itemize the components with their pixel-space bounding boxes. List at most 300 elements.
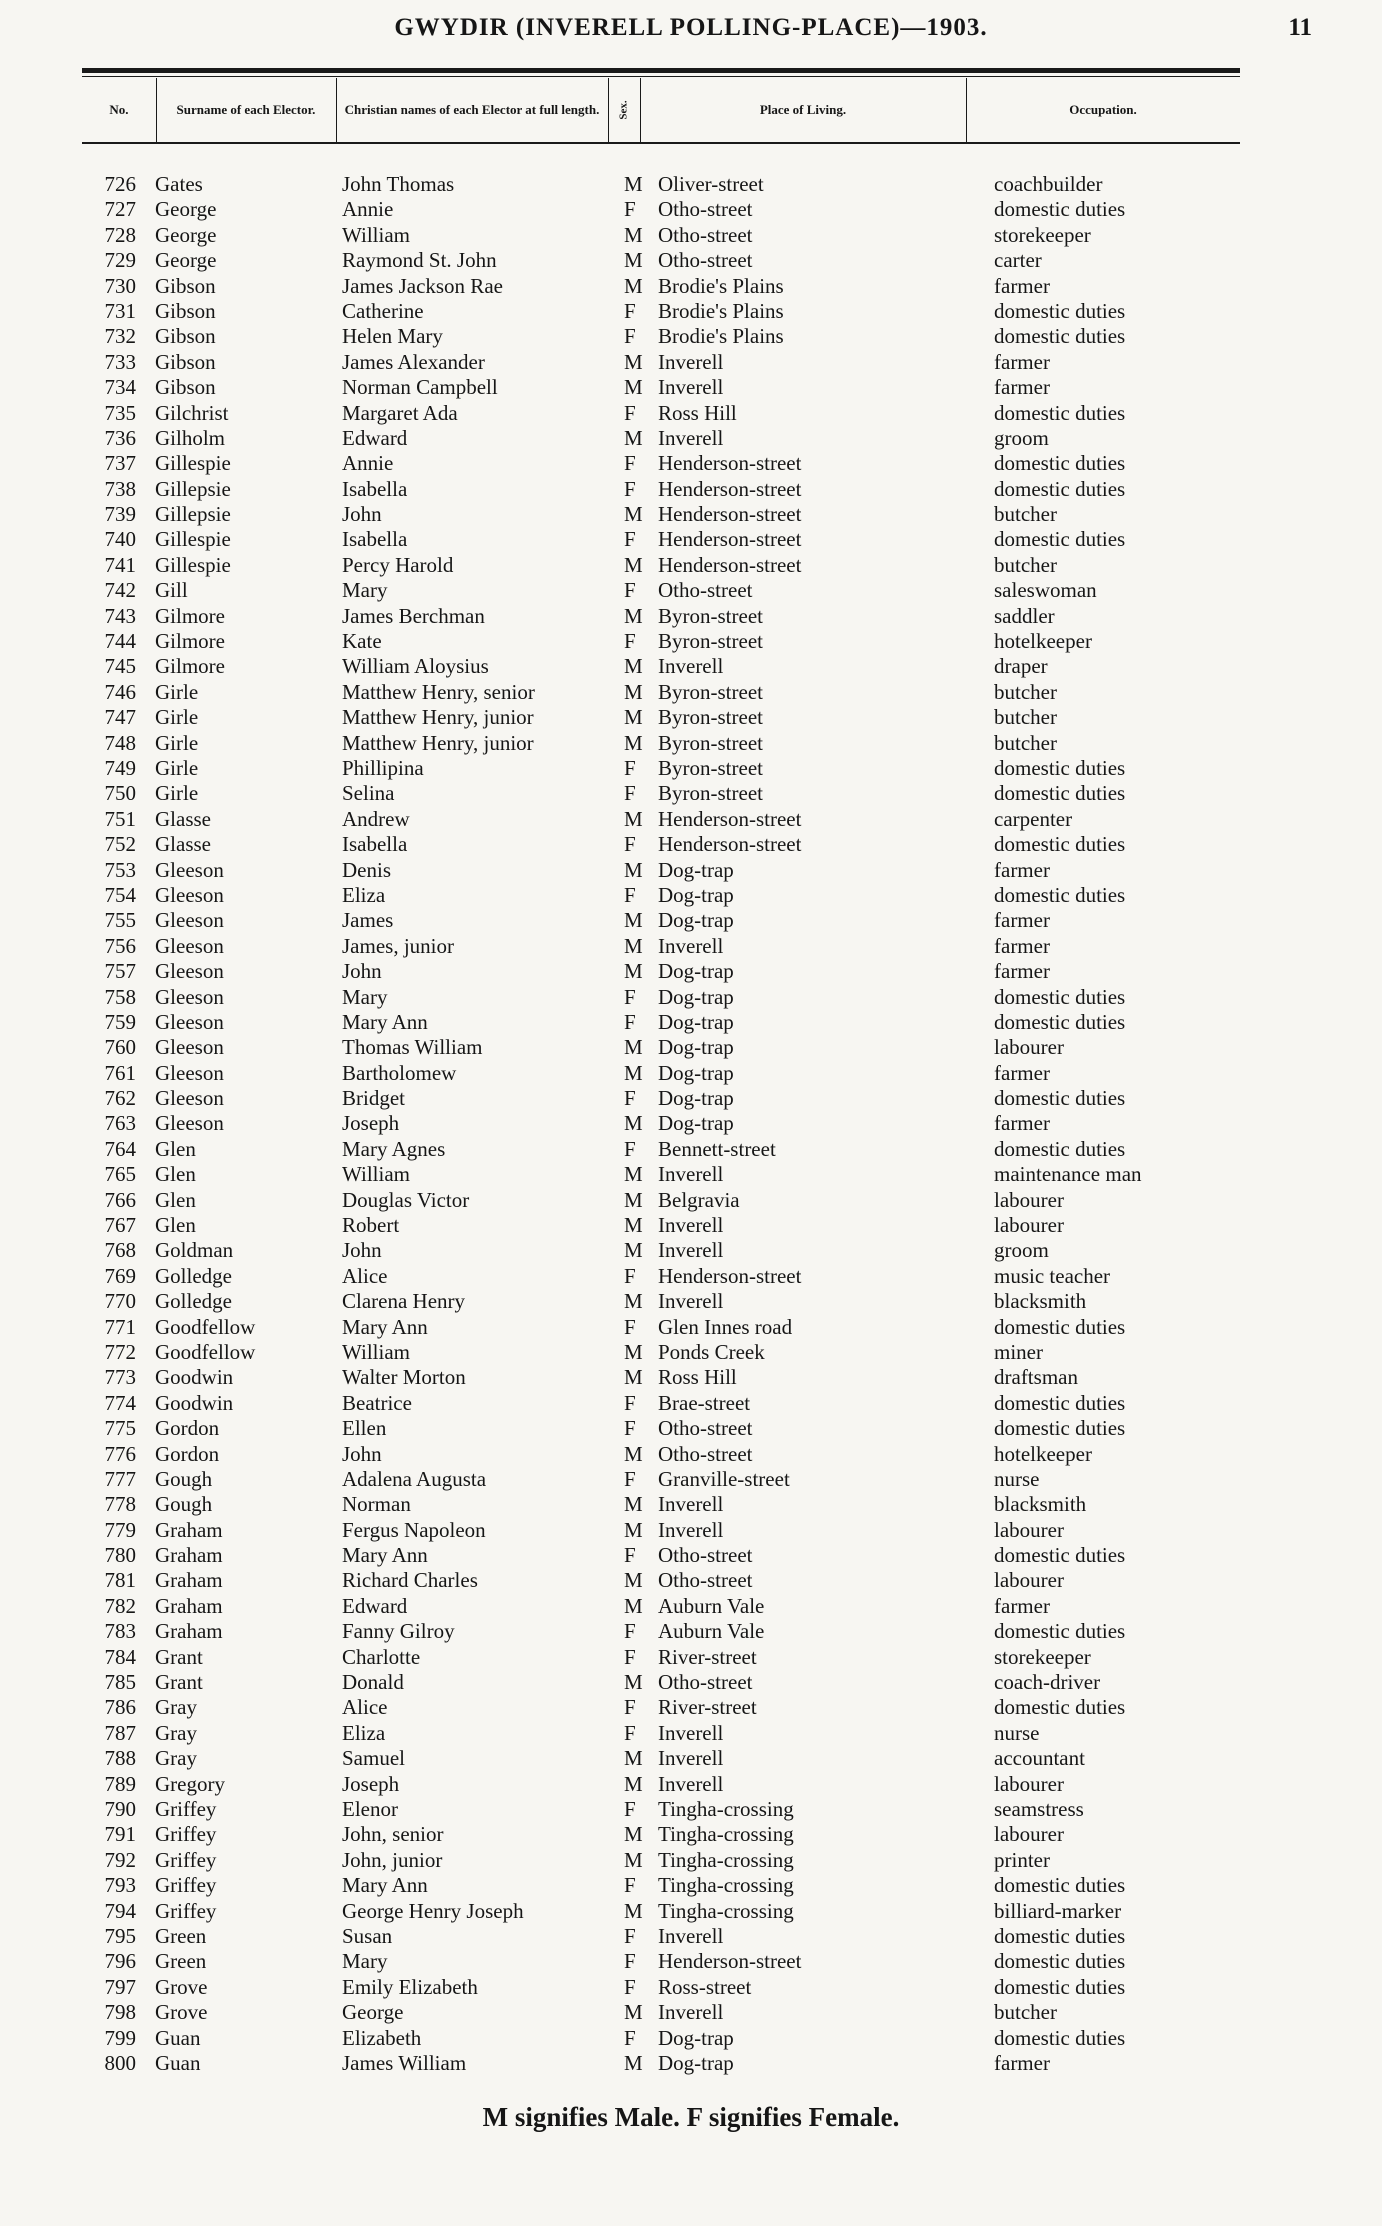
elector-christian-names: Alice [342, 1263, 388, 1288]
elector-number: 769 [104, 1263, 136, 1288]
table-row [0, 1416, 1382, 1441]
elector-sex: M [624, 2050, 643, 2075]
elector-surname: Griffey [155, 1898, 217, 1923]
elector-place-of-living: River-street [658, 1644, 757, 1669]
elector-occupation: storekeeper [994, 222, 1091, 247]
elector-christian-names: Bartholomew [342, 1060, 457, 1085]
elector-number: 800 [104, 2050, 136, 2075]
elector-place-of-living: Dog-trap [658, 959, 734, 984]
elector-christian-names: Isabella [342, 832, 408, 857]
elector-place-of-living: Inverell [658, 933, 724, 958]
elector-christian-names: Edward [342, 425, 408, 450]
elector-christian-names: John Thomas [342, 172, 455, 196]
elector-christian-names: John, junior [342, 1847, 443, 1872]
table-row [0, 350, 1382, 375]
elector-number: 726 [104, 172, 136, 196]
elector-christian-names: Isabella [342, 476, 408, 501]
elector-number: 787 [104, 1720, 136, 1745]
elector-sex: F [624, 400, 636, 425]
elector-number: 781 [104, 1568, 136, 1593]
elector-number: 742 [104, 578, 136, 603]
elector-number: 762 [104, 1086, 136, 1111]
elector-surname: Gillespie [155, 451, 231, 476]
elector-place-of-living: Inverell [658, 1492, 724, 1517]
table-row [0, 1695, 1382, 1720]
table-row [0, 1365, 1382, 1390]
elector-place-of-living: Dog-trap [658, 857, 734, 882]
elector-number: 740 [104, 527, 136, 552]
elector-sex: F [624, 2025, 636, 2050]
elector-place-of-living: Inverell [658, 375, 724, 400]
elector-occupation: domestic duties [994, 298, 1126, 323]
elector-occupation: domestic duties [994, 451, 1126, 476]
elector-christian-names: Donald [342, 1670, 404, 1695]
elector-occupation: nurse [994, 1720, 1040, 1745]
elector-occupation: butcher [994, 679, 1057, 704]
elector-sex: F [624, 1086, 636, 1111]
elector-occupation: blacksmith [994, 1492, 1087, 1517]
elector-number: 796 [104, 1949, 136, 1974]
table-row [0, 1010, 1382, 1035]
elector-surname: Gray [155, 1720, 197, 1745]
elector-place-of-living: Brodie's Plains [658, 324, 784, 349]
elector-christian-names: Mary [342, 984, 388, 1009]
elector-christian-names: Robert [342, 1213, 400, 1238]
elector-number: 767 [104, 1213, 136, 1238]
elector-number: 792 [104, 1847, 136, 1872]
elector-sex: M [624, 248, 643, 273]
elector-number: 779 [104, 1517, 136, 1542]
elector-christian-names: Annie [342, 451, 394, 476]
top-rule [82, 68, 1240, 73]
elector-christian-names: Douglas Victor [342, 1187, 470, 1212]
elector-occupation: domestic duties [994, 1543, 1126, 1568]
elector-occupation: domestic duties [994, 197, 1126, 222]
elector-surname: Gray [155, 1746, 197, 1771]
elector-surname: Gleeson [155, 1035, 224, 1060]
elector-place-of-living: Byron-street [658, 603, 763, 628]
elector-place-of-living: Brae-street [658, 1390, 751, 1415]
elector-place-of-living: Byron-street [658, 679, 763, 704]
elector-occupation: domestic duties [994, 1314, 1126, 1339]
elector-place-of-living: Tingha-crossing [658, 1898, 794, 1923]
elector-christian-names: James [342, 908, 394, 933]
elector-occupation: hotelkeeper [994, 629, 1092, 654]
table-row [0, 908, 1382, 933]
elector-surname: Girle [155, 781, 199, 806]
elector-occupation: maintenance man [994, 1162, 1142, 1187]
elector-occupation: carter [994, 248, 1042, 273]
elector-surname: Griffey [155, 1847, 217, 1872]
table-row [0, 1949, 1382, 1974]
elector-place-of-living: Inverell [658, 1162, 724, 1187]
elector-sex: M [624, 679, 643, 704]
elector-sex: M [624, 1492, 643, 1517]
elector-sex: M [624, 552, 643, 577]
table-row [0, 426, 1382, 451]
elector-sex: M [624, 933, 643, 958]
table-row [0, 1035, 1382, 1060]
elector-number: 780 [104, 1543, 136, 1568]
table-row [0, 604, 1382, 629]
elector-occupation: saleswoman [994, 578, 1097, 603]
elector-sex: M [624, 806, 643, 831]
elector-surname: Girle [155, 705, 199, 730]
table-row [0, 248, 1382, 273]
table-row [0, 1645, 1382, 1670]
elector-occupation: labourer [994, 1213, 1064, 1238]
elector-occupation: domestic duties [994, 832, 1126, 857]
elector-place-of-living: Auburn Vale [658, 1593, 765, 1618]
elector-christian-names: Kate [342, 629, 382, 654]
elector-place-of-living: Otho-street [658, 248, 753, 273]
table-row [0, 756, 1382, 781]
elector-christian-names: Raymond St. John [342, 248, 497, 273]
table-row [0, 2051, 1382, 2076]
sex-legend: M signifies Male. F signifies Female. [482, 2102, 900, 2132]
elector-sex: M [624, 1746, 643, 1771]
table-row [0, 223, 1382, 248]
elector-place-of-living: Oliver-street [658, 172, 764, 196]
elector-place-of-living: Otho-street [658, 1670, 753, 1695]
elector-occupation: farmer [994, 1593, 1050, 1618]
elector-sex: M [624, 1289, 643, 1314]
elector-surname: Gillespie [155, 552, 231, 577]
elector-place-of-living: Byron-street [658, 629, 763, 654]
elector-christian-names: John [342, 959, 382, 984]
elector-place-of-living: Otho-street [658, 222, 753, 247]
elector-sex: F [624, 324, 636, 349]
elector-surname: Goldman [155, 1238, 234, 1263]
elector-place-of-living: Ponds Creek [658, 1339, 765, 1364]
elector-surname: Gilmore [155, 603, 225, 628]
elector-number: 734 [104, 375, 136, 400]
table-row [0, 781, 1382, 806]
elector-occupation: domestic duties [994, 400, 1126, 425]
elector-surname: Gates [155, 172, 203, 196]
elector-occupation: draper [994, 654, 1048, 679]
elector-christian-names: Samuel [342, 1746, 405, 1771]
elector-place-of-living: Henderson-street [658, 451, 802, 476]
elector-occupation: farmer [994, 857, 1050, 882]
elector-place-of-living: Byron-street [658, 755, 763, 780]
table-row [0, 1594, 1382, 1619]
elector-place-of-living: Ross-street [658, 1974, 752, 1999]
elector-surname: Gleeson [155, 882, 224, 907]
elector-number: 782 [104, 1593, 136, 1618]
elector-number: 763 [104, 1111, 136, 1136]
table-row [0, 807, 1382, 832]
elector-christian-names: William [342, 1162, 410, 1187]
elector-number: 777 [104, 1466, 136, 1491]
elector-place-of-living: Dog-trap [658, 908, 734, 933]
column-header-row [82, 78, 1240, 142]
elector-sex: F [624, 1974, 636, 1999]
column-divider [156, 78, 157, 142]
elector-sex: M [624, 1670, 643, 1695]
table-row [0, 1746, 1382, 1771]
elector-sex: F [624, 1136, 636, 1161]
elector-place-of-living: Henderson-street [658, 552, 802, 577]
elector-place-of-living: Henderson-street [658, 1949, 802, 1974]
elector-sex: M [624, 1822, 643, 1847]
elector-christian-names: Eliza [342, 882, 386, 907]
table-row [0, 883, 1382, 908]
elector-number: 735 [104, 400, 136, 425]
elector-sex: M [624, 1771, 643, 1796]
column-divider [608, 78, 609, 142]
elector-place-of-living: Dog-trap [658, 1009, 734, 1034]
table-row [0, 451, 1382, 476]
elector-place-of-living: Inverell [658, 1746, 724, 1771]
elector-place-of-living: Bennett-street [658, 1136, 776, 1161]
elector-christian-names: Catherine [342, 298, 424, 323]
elector-number: 794 [104, 1898, 136, 1923]
elector-surname: Goodwin [155, 1390, 234, 1415]
table-row [0, 1619, 1382, 1644]
elector-number: 791 [104, 1822, 136, 1847]
table-row [0, 1213, 1382, 1238]
elector-place-of-living: Inverell [658, 349, 724, 374]
elector-sex: M [624, 1847, 643, 1872]
elector-number: 729 [104, 248, 136, 273]
table-row [0, 959, 1382, 984]
elector-number: 790 [104, 1797, 136, 1821]
table-row [0, 502, 1382, 527]
table-row [0, 1568, 1382, 1593]
top-rule-thin [82, 76, 1240, 77]
page-number: 11 [1288, 14, 1312, 41]
elector-place-of-living: Byron-street [658, 705, 763, 730]
table-row [0, 1518, 1382, 1543]
elector-number: 760 [104, 1035, 136, 1060]
elector-christian-names: James Berchman [342, 603, 485, 628]
elector-occupation: groom [994, 425, 1049, 450]
column-divider [640, 78, 641, 142]
elector-surname: Guan [155, 2025, 201, 2050]
elector-number: 766 [104, 1187, 136, 1212]
table-row [0, 1924, 1382, 1949]
elector-sex: M [624, 1339, 643, 1364]
elector-number: 728 [104, 222, 136, 247]
table-row [0, 1315, 1382, 1340]
elector-sex: M [624, 1568, 643, 1593]
elector-occupation: domestic duties [994, 1974, 1126, 1999]
elector-christian-names: Annie [342, 197, 394, 222]
elector-number: 765 [104, 1162, 136, 1187]
elector-place-of-living: Tingha-crossing [658, 1873, 794, 1898]
page-title: GWYDIR (INVERELL POLLING-PLACE)—1903. [394, 14, 988, 41]
elector-place-of-living: Tingha-crossing [658, 1822, 794, 1847]
elector-sex: M [624, 502, 643, 527]
elector-number: 755 [104, 908, 136, 933]
elector-christian-names: Charlotte [342, 1644, 421, 1669]
elector-christian-names: Thomas William [342, 1035, 483, 1060]
table-row [0, 1543, 1382, 1568]
elector-sex: F [624, 298, 636, 323]
elector-number: 745 [104, 654, 136, 679]
elector-sex: M [624, 705, 643, 730]
elector-surname: Gibson [155, 349, 216, 374]
elector-sex: F [624, 1263, 636, 1288]
elector-number: 798 [104, 2000, 136, 2025]
elector-christian-names: Beatrice [342, 1390, 412, 1415]
elector-sex: M [624, 349, 643, 374]
column-divider [336, 78, 337, 142]
elector-surname: Goodfellow [155, 1339, 256, 1364]
table-row [0, 731, 1382, 756]
table-row [0, 629, 1382, 654]
elector-occupation: domestic duties [994, 1923, 1126, 1948]
elector-surname: Gibson [155, 273, 216, 298]
elector-surname: Glen [155, 1162, 196, 1187]
elector-number: 752 [104, 832, 136, 857]
elector-christian-names: Susan [342, 1923, 393, 1948]
elector-sex: M [624, 1238, 643, 1263]
elector-place-of-living: Dog-trap [658, 1086, 734, 1111]
elector-surname: Glen [155, 1136, 196, 1161]
table-row [0, 324, 1382, 349]
table-row [0, 1721, 1382, 1746]
elector-number: 795 [104, 1923, 136, 1948]
col-header-no: No. [109, 102, 129, 117]
table-row [0, 1061, 1382, 1086]
elector-number: 746 [104, 679, 136, 704]
elector-place-of-living: Inverell [658, 1238, 724, 1263]
elector-occupation: farmer [994, 908, 1050, 933]
elector-number: 750 [104, 781, 136, 806]
elector-christian-names: John, senior [342, 1822, 444, 1847]
elector-christian-names: Fergus Napoleon [342, 1517, 486, 1542]
table-row [0, 1162, 1382, 1187]
elector-number: 788 [104, 1746, 136, 1771]
elector-occupation: domestic duties [994, 1949, 1126, 1974]
elector-place-of-living: Inverell [658, 1771, 724, 1796]
table-row [0, 1340, 1382, 1365]
elector-sex: F [624, 1923, 636, 1948]
table-row [0, 1492, 1382, 1517]
elector-number: 789 [104, 1771, 136, 1796]
elector-sex: M [624, 654, 643, 679]
elector-surname: Graham [155, 1517, 223, 1542]
table-row [0, 1238, 1382, 1263]
table-row [0, 172, 1382, 197]
elector-occupation: butcher [994, 2000, 1057, 2025]
elector-number: 776 [104, 1441, 136, 1466]
elector-place-of-living: Otho-street [658, 1441, 753, 1466]
table-row [0, 197, 1382, 222]
elector-sex: M [624, 1441, 643, 1466]
table-row [0, 477, 1382, 502]
elector-occupation: music teacher [994, 1263, 1111, 1288]
elector-sex: F [624, 1314, 636, 1339]
elector-occupation: domestic duties [994, 1009, 1126, 1034]
page-header [0, 14, 1382, 54]
table-row [0, 1086, 1382, 1111]
elector-christian-names: Denis [342, 857, 391, 882]
elector-christian-names: Mary Ann [342, 1873, 428, 1898]
elector-number: 770 [104, 1289, 136, 1314]
elector-number: 741 [104, 552, 136, 577]
elector-surname: Gibson [155, 324, 216, 349]
elector-christian-names: William [342, 1339, 410, 1364]
elector-christian-names: Mary [342, 578, 388, 603]
header-bottom-rule [82, 142, 1240, 144]
elector-sex: M [624, 172, 643, 196]
elector-surname: Gillepsie [155, 476, 231, 501]
table-row [0, 1188, 1382, 1213]
elector-surname: George [155, 248, 217, 273]
elector-occupation: nurse [994, 1466, 1040, 1491]
elector-place-of-living: Inverell [658, 1213, 724, 1238]
elector-place-of-living: Henderson-street [658, 832, 802, 857]
table-row [0, 1264, 1382, 1289]
elector-place-of-living: Dog-trap [658, 1111, 734, 1136]
elector-surname: Grant [155, 1670, 203, 1695]
elector-sex: F [624, 578, 636, 603]
elector-number: 738 [104, 476, 136, 501]
col-header-occupation: Occupation. [1069, 102, 1137, 117]
elector-occupation: domestic duties [994, 1136, 1126, 1161]
elector-sex: F [624, 1416, 636, 1441]
elector-christian-names: William Aloysius [342, 654, 489, 679]
elector-occupation: domestic duties [994, 476, 1126, 501]
elector-sex: F [624, 527, 636, 552]
elector-sex: M [624, 2000, 643, 2025]
elector-sex: M [624, 908, 643, 933]
elector-christian-names: John [342, 1238, 382, 1263]
elector-place-of-living: Inverell [658, 654, 724, 679]
elector-list [0, 172, 1382, 2076]
elector-occupation: coach-driver [994, 1670, 1101, 1695]
elector-occupation: storekeeper [994, 1644, 1091, 1669]
elector-occupation: domestic duties [994, 984, 1126, 1009]
elector-occupation: labourer [994, 1822, 1064, 1847]
elector-surname: Griffey [155, 1797, 217, 1821]
elector-number: 783 [104, 1619, 136, 1644]
table-row [0, 1797, 1382, 1822]
col-header-place: Place of Living. [759, 102, 847, 117]
elector-sex: M [624, 1111, 643, 1136]
table-row [0, 299, 1382, 324]
elector-surname: Grove [155, 1974, 208, 1999]
elector-christian-names: Margaret Ada [342, 400, 458, 425]
elector-place-of-living: Tingha-crossing [658, 1797, 794, 1821]
elector-christian-names: William [342, 222, 410, 247]
elector-number: 793 [104, 1873, 136, 1898]
elector-occupation: labourer [994, 1517, 1064, 1542]
elector-occupation: labourer [994, 1568, 1064, 1593]
table-row [0, 1848, 1382, 1873]
table-row [0, 1899, 1382, 1924]
elector-place-of-living: River-street [658, 1695, 757, 1720]
elector-sex: F [624, 1644, 636, 1669]
elector-number: 747 [104, 705, 136, 730]
elector-surname: Gray [155, 1695, 197, 1720]
elector-place-of-living: Henderson-street [658, 476, 802, 501]
elector-number: 761 [104, 1060, 136, 1085]
elector-place-of-living: Otho-street [658, 1568, 753, 1593]
elector-number: 753 [104, 857, 136, 882]
elector-occupation: groom [994, 1238, 1049, 1263]
elector-place-of-living: Byron-street [658, 781, 763, 806]
elector-christian-names: George Henry Joseph [342, 1898, 524, 1923]
elector-sex: F [624, 476, 636, 501]
elector-occupation: farmer [994, 933, 1050, 958]
elector-christian-names: Mary [342, 1949, 388, 1974]
elector-place-of-living: Otho-street [658, 578, 753, 603]
elector-place-of-living: Tingha-crossing [658, 1847, 794, 1872]
